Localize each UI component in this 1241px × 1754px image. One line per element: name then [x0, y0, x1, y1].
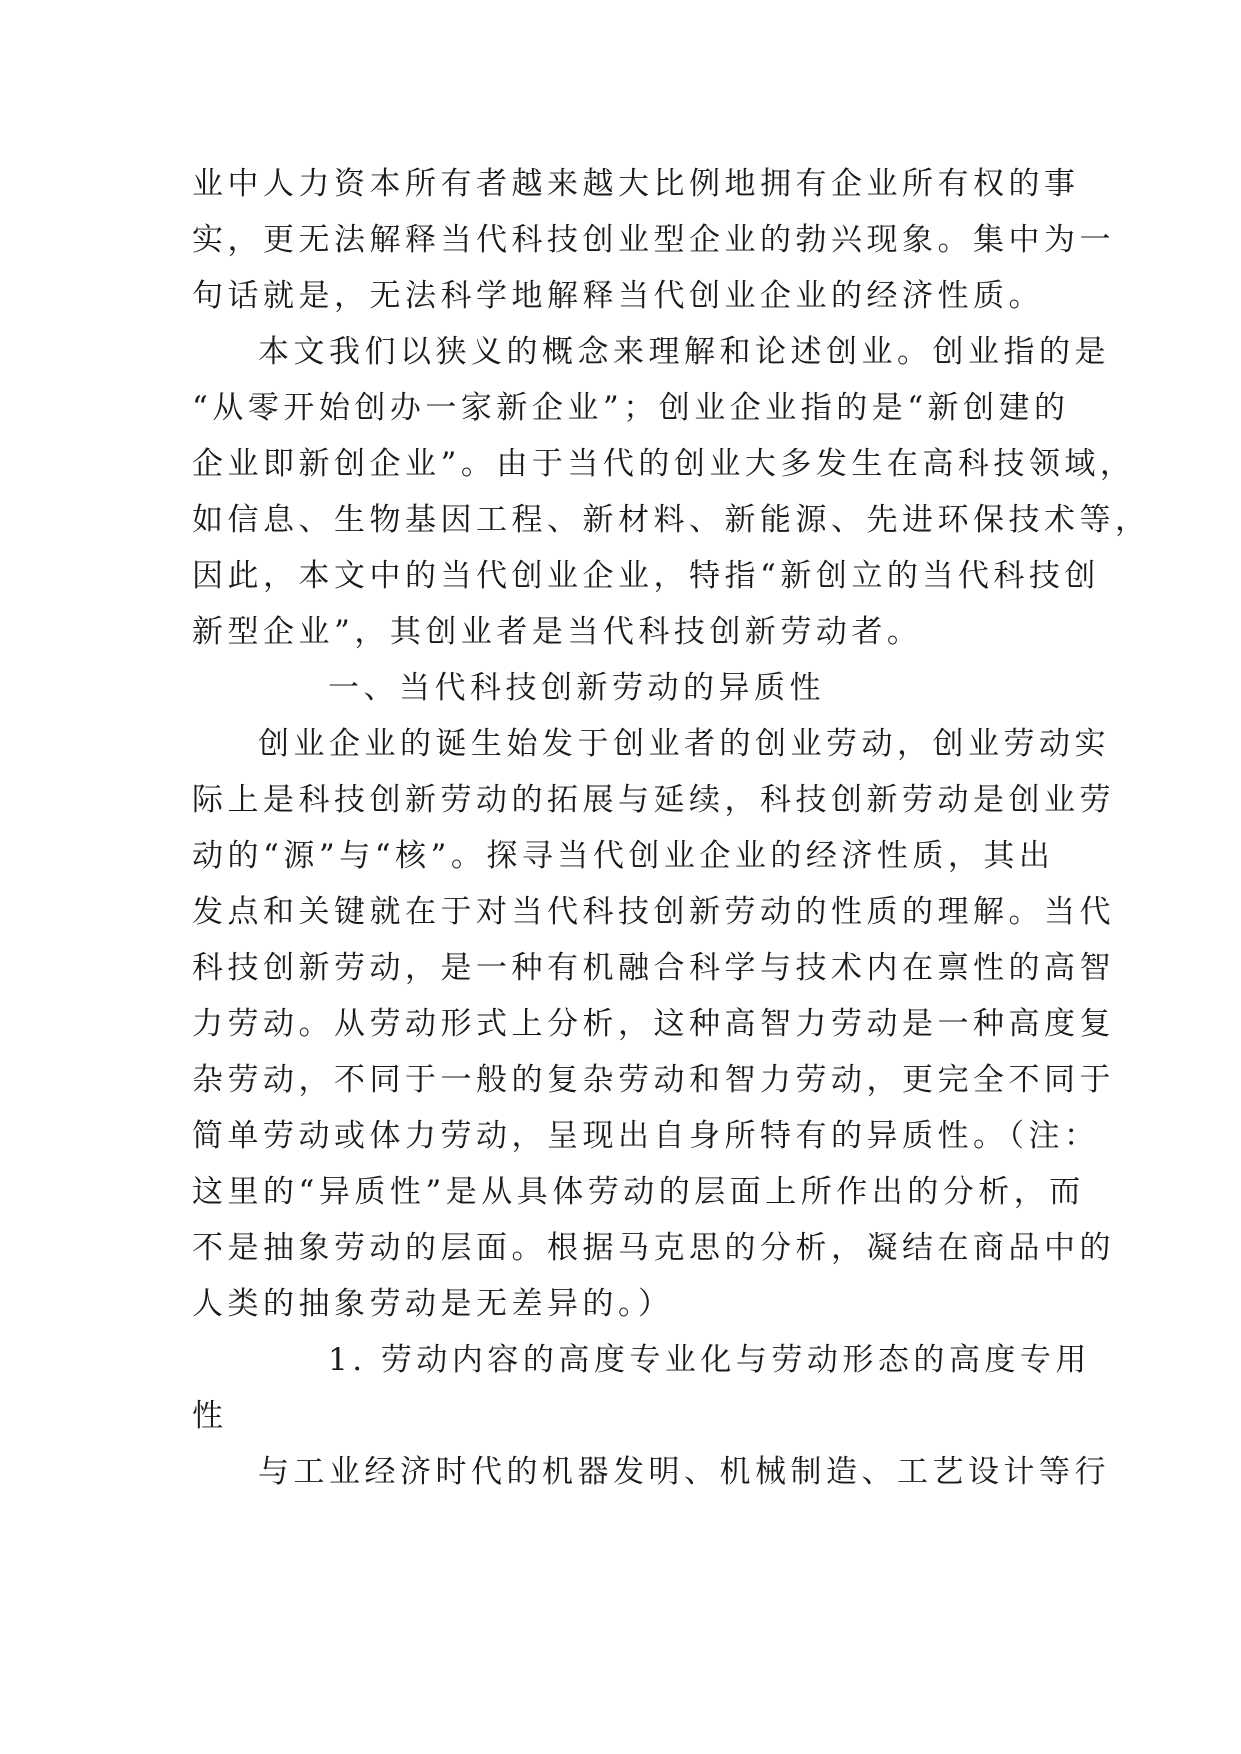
- text-line: 实，更无法解释当代科技创业型企业的勃兴现象。集中为一: [192, 222, 1115, 258]
- text-line: 新型企业”，其创业者是当代科技创新劳动者。: [192, 614, 923, 650]
- text-line: 如信息、生物基因工程、新材料、新能源、先进环保技术等，: [192, 502, 1151, 538]
- text-line: 动的“源”与“核”。探寻当代创业企业的经济性质，其出: [192, 838, 1055, 874]
- text-line: 不是抽象劳动的层面。根据马克思的分析，凝结在商品中的: [192, 1230, 1115, 1266]
- text-line: 发点和关键就在于对当代科技创新劳动的性质的理解。当代: [192, 894, 1115, 930]
- body-text: [192, 156, 1151, 1500]
- text-line: 力劳动。从劳动形式上分析，这种高智力劳动是一种高度复: [192, 1006, 1115, 1042]
- text-line: 杂劳动，不同于一般的复杂劳动和智力劳动，更完全不同于: [192, 1062, 1115, 1098]
- text-line: 因此，本文中的当代创业企业，特指“新创立的当代科技创: [192, 558, 1100, 594]
- text-line: 这里的“异质性”是从具体劳动的层面上所作出的分析，而: [192, 1174, 1085, 1210]
- section-heading: 一、当代科技创新劳动的异质性: [328, 670, 825, 706]
- paragraph-start-line: 与工业经济时代的机器发明、机械制造、工艺设计等行: [258, 1454, 1110, 1490]
- paragraph-start-line: 本文我们以狭义的概念来理解和论述创业。创业指的是: [258, 334, 1110, 370]
- subsection-heading: 1. 劳动内容的高度专业化与劳动形态的高度专用: [328, 1342, 1091, 1378]
- text-line: 句话就是，无法科学地解释当代创业企业的经济性质。: [192, 278, 1044, 314]
- text-line: 人类的抽象劳动是无差异的。）: [192, 1286, 674, 1322]
- text-line: 业中人力资本所有者越来越大比例地拥有企业所有权的事: [192, 166, 1080, 202]
- text-line: 简单劳动或体力劳动，呈现出自身所特有的异质性。（注：: [192, 1118, 1100, 1154]
- text-line: 企业即新创企业”。由于当代的创业大多发生在高科技领域，: [192, 446, 1136, 482]
- text-line: “从零开始创办一家新企业”；创业企业指的是“新创建的: [192, 390, 1070, 426]
- text-line: 际上是科技创新劳动的拓展与延续，科技创新劳动是创业劳: [192, 782, 1115, 818]
- subsection-heading-continuation: 性: [192, 1398, 228, 1434]
- paragraph-start-line: 创业企业的诞生始发于创业者的创业劳动，创业劳动实: [258, 726, 1110, 762]
- text-line: 科技创新劳动，是一种有机融合科学与技术内在禀性的高智: [192, 950, 1115, 986]
